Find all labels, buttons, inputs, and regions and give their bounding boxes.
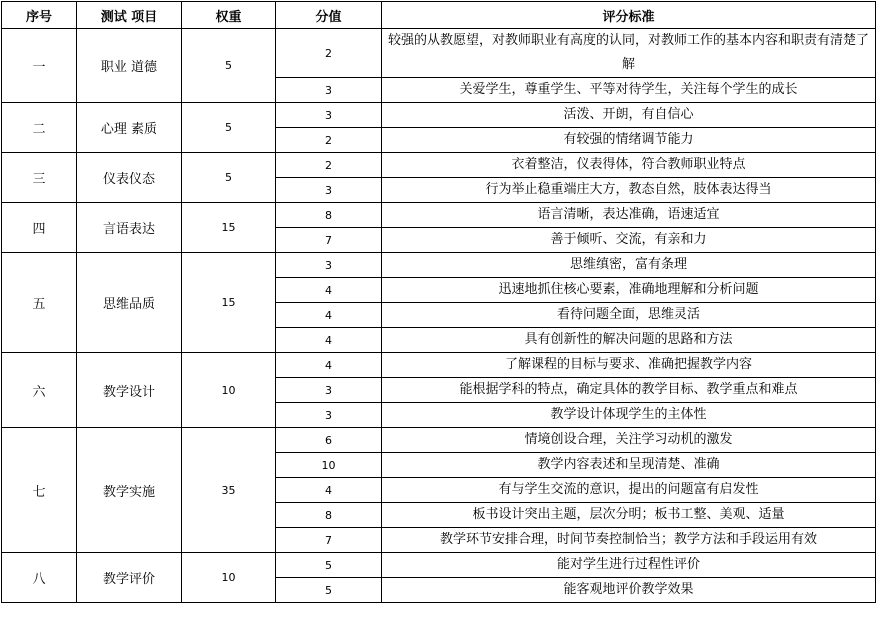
criteria-cell: 教学环节安排合理，时间节奏控制恰当；教学方法和手段运用有效: [382, 528, 876, 553]
score-cell: 3: [276, 78, 382, 103]
score-cell: 10: [276, 453, 382, 478]
score-cell: 5: [276, 578, 382, 603]
item-cell: 思维品质: [77, 253, 182, 353]
weight-cell: 15: [182, 253, 276, 353]
criteria-cell: 看待问题全面，思维灵活: [382, 303, 876, 328]
weight-cell: 5: [182, 29, 276, 103]
score-cell: 4: [276, 278, 382, 303]
score-cell: 3: [276, 378, 382, 403]
seq-cell: 五: [2, 253, 77, 353]
score-cell: 3: [276, 403, 382, 428]
score-cell: 3: [276, 253, 382, 278]
table-row: [2, 428, 876, 453]
table-row: [2, 103, 876, 128]
item-cell: 教学设计: [77, 353, 182, 428]
seq-cell: 三: [2, 153, 77, 203]
item-cell: 教学实施: [77, 428, 182, 553]
criteria-cell: 有与学生交流的意识，提出的问题富有启发性: [382, 478, 876, 503]
item-cell: 职业 道德: [77, 29, 182, 103]
item-cell: 教学评价: [77, 553, 182, 603]
weight-cell: 35: [182, 428, 276, 553]
header-score: 分值: [276, 2, 382, 29]
table-row: [2, 553, 876, 578]
criteria-cell: 有较强的情绪调节能力: [382, 128, 876, 153]
seq-cell: 四: [2, 203, 77, 253]
seq-cell: 一: [2, 29, 77, 103]
criteria-cell: 思维缜密，富有条理: [382, 253, 876, 278]
header-seq: 序号: [2, 2, 77, 29]
header-weight: 权重: [182, 2, 276, 29]
seq-cell: 二: [2, 103, 77, 153]
criteria-cell: 教学内容表述和呈现清楚、准确: [382, 453, 876, 478]
item-cell: 言语表达: [77, 203, 182, 253]
score-cell: 4: [276, 478, 382, 503]
score-cell: 6: [276, 428, 382, 453]
score-cell: 2: [276, 128, 382, 153]
criteria-cell: 善于倾听、交流，有亲和力: [382, 228, 876, 253]
item-cell: 仪表仪态: [77, 153, 182, 203]
weight-cell: 10: [182, 353, 276, 428]
table-row: [2, 353, 876, 378]
criteria-cell: 了解课程的目标与要求、准确把握教学内容: [382, 353, 876, 378]
table-row: [2, 203, 876, 228]
criteria-cell: 具有创新性的解决问题的思路和方法: [382, 328, 876, 353]
weight-cell: 5: [182, 103, 276, 153]
header-row: [2, 2, 876, 29]
criteria-cell: 活泼、开朗，有自信心: [382, 103, 876, 128]
item-cell: 心理 素质: [77, 103, 182, 153]
score-cell: 4: [276, 328, 382, 353]
score-cell: 8: [276, 503, 382, 528]
score-cell: 7: [276, 228, 382, 253]
criteria-cell: 关爱学生，尊重学生、平等对待学生，关注每个学生的成长: [382, 78, 876, 103]
seq-cell: 六: [2, 353, 77, 428]
criteria-cell: 行为举止稳重端庄大方，教态自然，肢体表达得当: [382, 178, 876, 203]
score-cell: 4: [276, 303, 382, 328]
criteria-cell: 语言清晰，表达准确，语速适宜: [382, 203, 876, 228]
weight-cell: 10: [182, 553, 276, 603]
scoring-table: [1, 1, 876, 603]
criteria-cell: 迅速地抓住核心要素，准确地理解和分析问题: [382, 278, 876, 303]
criteria-cell: 能客观地评价教学效果: [382, 578, 876, 603]
seq-cell: 七: [2, 428, 77, 553]
table-row: [2, 29, 876, 78]
score-cell: 5: [276, 553, 382, 578]
score-cell: 2: [276, 29, 382, 78]
table-row: [2, 253, 876, 278]
header-criteria: 评分标准: [382, 2, 876, 29]
header-item: 测试 项目: [77, 2, 182, 29]
criteria-cell: 衣着整洁，仪表得体，符合教师职业特点: [382, 153, 876, 178]
score-cell: 2: [276, 153, 382, 178]
table-row: [2, 153, 876, 178]
score-cell: 7: [276, 528, 382, 553]
weight-cell: 5: [182, 153, 276, 203]
criteria-cell: 情境创设合理，关注学习动机的激发: [382, 428, 876, 453]
score-cell: 3: [276, 178, 382, 203]
criteria-cell: 教学设计体现学生的主体性: [382, 403, 876, 428]
criteria-cell: 能根据学科的特点，确定具体的教学目标、教学重点和难点: [382, 378, 876, 403]
weight-cell: 15: [182, 203, 276, 253]
score-cell: 3: [276, 103, 382, 128]
criteria-cell: 板书设计突出主题，层次分明；板书工整、美观、适量: [382, 503, 876, 528]
seq-cell: 八: [2, 553, 77, 603]
criteria-cell: 较强的从教愿望，对教师职业有高度的认同，对教师工作的基本内容和职责有清楚了解: [382, 29, 876, 78]
criteria-cell: 能对学生进行过程性评价: [382, 553, 876, 578]
score-cell: 8: [276, 203, 382, 228]
score-cell: 4: [276, 353, 382, 378]
